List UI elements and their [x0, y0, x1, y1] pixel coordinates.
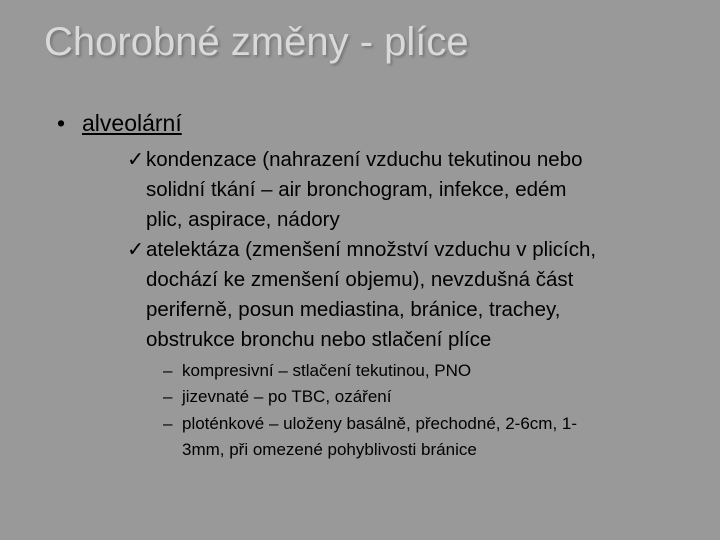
sub-item-jizevnate [163, 384, 683, 410]
check-item-line: plic, aspirace, nádory [146, 208, 340, 231]
bullet-label: alveolární [82, 110, 182, 136]
check-item-atelektaza [127, 235, 687, 355]
check-item-line: dochází ke zmenšení objemu), nevzdušná část [146, 268, 574, 291]
dash-bullet-icon: – [163, 414, 173, 433]
sub-item-plotenkove [163, 411, 683, 463]
check-item-kondenzace [127, 145, 687, 235]
dash-bullet-icon: – [163, 361, 173, 380]
checkmark-icon: ✓ [127, 238, 145, 261]
check-item-line: atelektáza (zmenšení množství vzduchu v plicích, [146, 238, 597, 261]
bullet-alveolarni [57, 107, 182, 139]
sub-item-line: ploténkové – uloženy basálně, přechodné, 2-6cm, 1- [182, 414, 578, 433]
sub-item-line: 3mm, při omezené pohyblivosti bránice [182, 440, 477, 459]
sub-item-kompresivni [163, 358, 683, 384]
sub-item-line: kompresivní – stlačení tekutinou, PNO [182, 361, 472, 380]
slide-title: Chorobné změny - plíce [44, 20, 469, 64]
check-item-line: periferně, posun mediastina, bránice, trachey, [146, 298, 561, 321]
check-item-line: kondenzace (nahrazení vzduchu tekutinou nebo [146, 148, 583, 171]
bullet-dot-icon: • [57, 110, 66, 136]
checkmark-icon: ✓ [127, 148, 145, 171]
check-item-line: obstrukce bronchu nebo stlačení plíce [146, 328, 492, 351]
check-item-line: solidní tkání – air bronchogram, infekce, edém [146, 178, 567, 201]
sub-item-line: jizevnaté – po TBC, ozáření [182, 387, 392, 406]
dash-bullet-icon: – [163, 387, 173, 406]
